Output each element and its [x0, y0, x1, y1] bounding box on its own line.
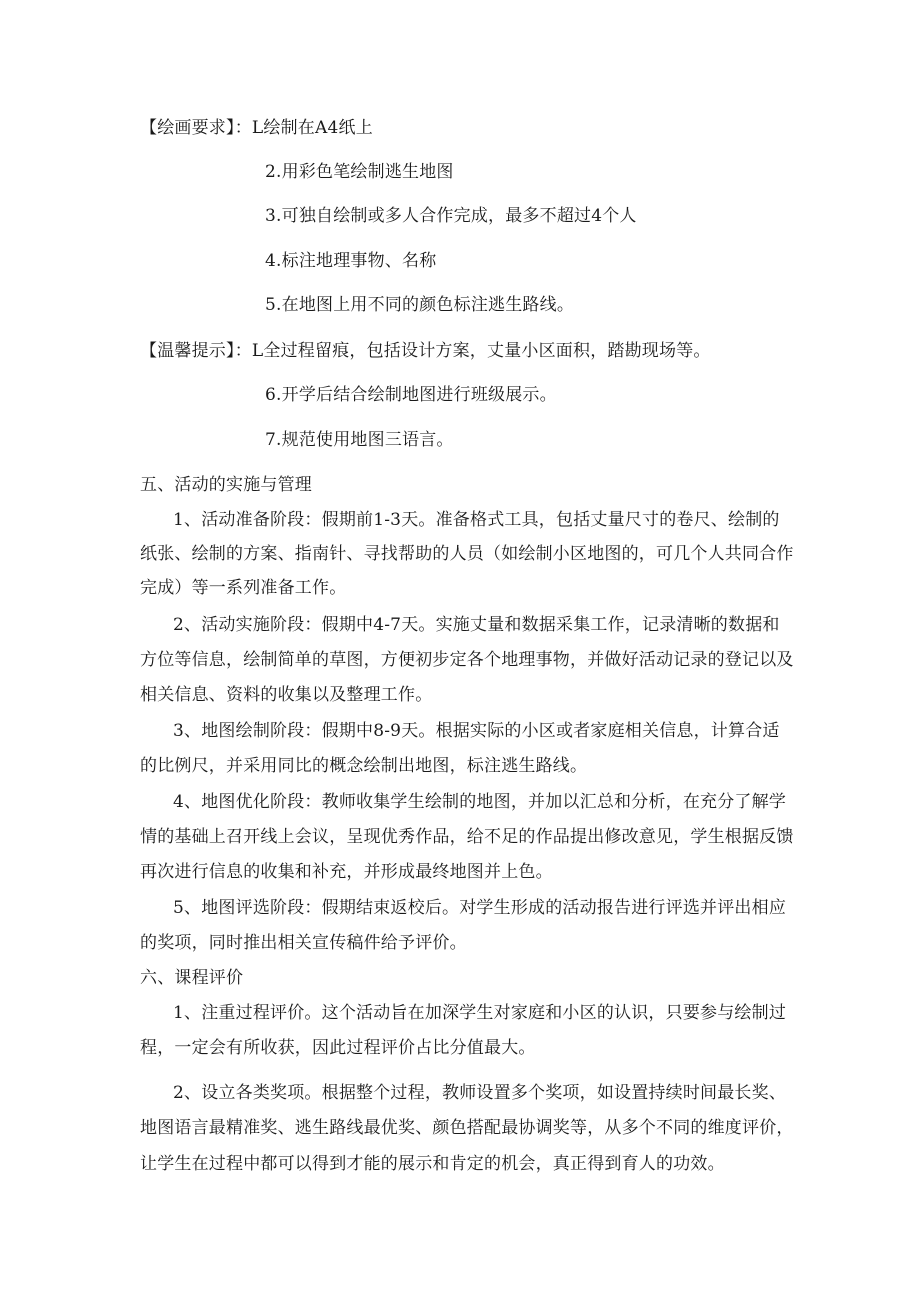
- drawing-requirement-item-2: 2.用彩色笔绘制逃生地图: [265, 162, 454, 182]
- section6-p1-line1: 1、注重过程评价。这个活动旨在加深学生对家庭和小区的认识，只要参与绘制过: [173, 1003, 787, 1023]
- section5-p3-line2: 的比例尺，并采用同比的概念绘制出地图，标注逃生路线。: [140, 756, 588, 776]
- section6-p2-line2: 地图语言最精准奖、逃生路线最优奖、颜色搭配最协调奖等，从多个不同的维度评价，: [140, 1118, 794, 1138]
- tips-item-1: L全过程留痕，包括设计方案，丈量小区面积，踏勘现场等。: [251, 341, 711, 361]
- section5-p1-line1: 1、活动准备阶段：假期前1-3天。准备格式工具，包括丈量尺寸的卷尺、绘制的: [173, 510, 780, 530]
- section5-p5-line1: 5、地图评选阶段：假期结束返校后。对学生形成的活动报告进行评选并评出相应: [173, 898, 787, 918]
- drawing-requirement-item-4: 4.标注地理事物、名称: [265, 251, 437, 271]
- drawing-requirement-item-1: L绘制在A4纸上: [251, 118, 373, 138]
- tips-line: [140, 339, 711, 363]
- section5-p5-line2: 的奖项，同时推出相关宣传稿件给予评价。: [140, 933, 467, 953]
- section6-p2-line1: 2、设立各类奖项。根据整个过程，教师设置多个奖项，如设置持续时间最长奖、: [173, 1083, 787, 1103]
- section5-p4-line1: 4、地图优化阶段：教师收集学生绘制的地图，并加以汇总和分析，在充分了解学: [173, 792, 787, 812]
- drawing-requirement-item-3: 3.可独自绘制或多人合作完成，最多不超过4个人: [265, 206, 637, 226]
- tips-label: 【温馨提示】：: [140, 341, 252, 361]
- section6-heading: 六、课程评价: [140, 968, 244, 988]
- section6-p2-line3: 让学生在过程中都可以得到才能的展示和肯定的机会，真正得到育人的功效。: [140, 1154, 725, 1174]
- tips-item-6: 6.开学后结合绘制地图进行班级展示。: [265, 385, 557, 405]
- section5-p3-line1: 3、地图绘制阶段：假期中8-9天。根据实际的小区或者家庭相关信息，计算合适: [173, 721, 780, 741]
- section5-p1-line3: 完成）等一系列准备工作。: [140, 578, 347, 598]
- section5-p2-line3: 相关信息、资料的收集以及整理工作。: [140, 685, 433, 705]
- section6-p1-line2: 程，一定会有所收获，因此过程评价占比分值最大。: [140, 1038, 536, 1058]
- section5-p4-line2: 情的基础上召开线上会议，呈现优秀作品，给不足的作品提出修改意见，学生根据反馈: [140, 827, 794, 847]
- section5-heading: 五、活动的实施与管理: [140, 475, 312, 495]
- drawing-requirements-line: [140, 116, 373, 140]
- section5-p2-line2: 方位等信息，绘制简单的草图，方便初步定各个地理事物，并做好活动记录的登记以及: [140, 650, 794, 670]
- drawing-requirement-item-5: 5.在地图上用不同的颜色标注逃生路线。: [265, 295, 575, 315]
- section5-p2-line1: 2、活动实施阶段：假期中4-7天。实施丈量和数据采集工作，记录清晰的数据和: [173, 615, 780, 635]
- section5-p1-line2: 纸张、绘制的方案、指南针、寻找帮助的人员（如绘制小区地图的，可几个人共同合作: [140, 544, 794, 564]
- drawing-requirements-label: 【绘画要求】：: [140, 118, 252, 138]
- section5-p4-line3: 再次进行信息的收集和补充，并形成最终地图并上色。: [140, 862, 553, 882]
- tips-item-7: 7.规范使用地图三语言。: [265, 430, 454, 450]
